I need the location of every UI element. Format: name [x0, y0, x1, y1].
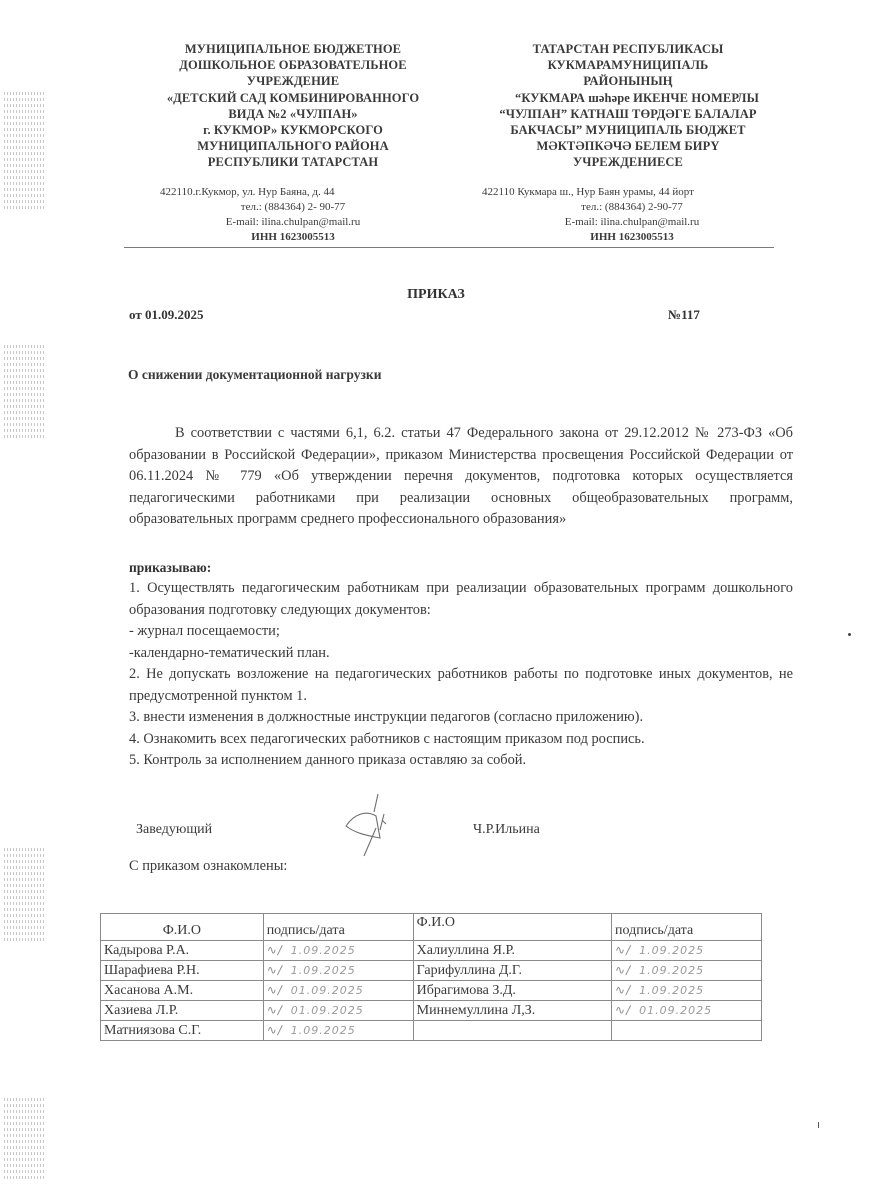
table-row	[101, 961, 762, 981]
contacts-left	[134, 185, 452, 245]
table-row	[101, 1001, 762, 1021]
employee-name: Кадырова Р.А.	[101, 941, 264, 961]
table-row	[101, 1021, 762, 1041]
signature-scribble-icon: ∿∕	[266, 1023, 283, 1037]
letterhead-line: БАКЧАСЫ” МУНИЦИПАЛЬ БЮДЖЕТ	[510, 123, 746, 138]
document-title: ПРИКАЗ	[407, 287, 465, 302]
phone: тел.: (884364) 2- 90-77	[240, 201, 346, 213]
signature-scribble-icon: ∿∕	[266, 983, 283, 997]
letterhead-line: «ДЕТСКИЙ САД КОМБИНИРОВАННОГО	[166, 90, 420, 105]
order-item: 1. Осуществлять педагогическим работникам при реализации образовательных программ дошкольного образования подготовку следующих документов:	[129, 580, 793, 618]
order-subject: О снижении документационной нагрузки	[128, 367, 382, 382]
signature-scribble-icon: ∿∕	[615, 1003, 632, 1017]
column-header-signature: подпись/дата	[263, 914, 413, 941]
acquaintance-label: С приказом ознакомлены:	[129, 858, 288, 874]
letterhead-line: “КУКМАРА шәһәре ИКЕНЧЕ НОМЕРЛЫ	[515, 90, 759, 105]
order-items	[129, 578, 793, 772]
employee-name: Матниязова С.Г.	[101, 1021, 264, 1041]
signature-scribble-icon: ∿∕	[615, 983, 632, 997]
employee-name: Хасанова А.М.	[101, 981, 264, 1001]
order-number: №117	[668, 307, 700, 322]
letterhead-line: МУНИЦИПАЛЬНОГО РАЙОНА	[197, 139, 389, 154]
signature-scribble-icon: ∿∕	[615, 943, 632, 957]
scan-artifact	[4, 1098, 44, 1182]
email-link[interactable]: E-mail: ilina.chulpan@mail.ru	[225, 216, 361, 228]
table-header-row	[101, 914, 762, 941]
handwritten-signature-icon	[340, 790, 400, 860]
column-header-name: Ф.И.О	[413, 914, 611, 941]
letterhead-line: МУНИЦИПАЛЬНОЕ БЮДЖЕТНОЕ	[184, 42, 402, 56]
employee-name: Гарифуллина Д.Г.	[413, 961, 611, 981]
signature-scribble-icon: ∿∕	[266, 963, 283, 977]
employee-name: Халиуллина Я.Р.	[413, 941, 611, 961]
table-row	[101, 981, 762, 1001]
order-item: 5. Контроль за исполнением данного приказа оставляю за собой.	[129, 752, 527, 768]
column-header-name: Ф.И.О	[101, 914, 264, 941]
order-date: от 01.09.2025	[129, 307, 204, 322]
signature-date: 01.09.2025	[290, 1004, 364, 1017]
letterhead-right	[458, 41, 798, 171]
signature-date-cell	[263, 981, 413, 1001]
order-item: - журнал посещаемости;	[129, 623, 280, 639]
signature-date-cell	[263, 1001, 413, 1021]
order-item: -календарно-тематический план.	[129, 644, 330, 661]
order-item: 3. внести изменения в должностные инструкции педагогов (согласно приложению).	[129, 709, 644, 725]
letterhead-line: “ЧУЛПАН” КАТНАШ ТӨРДӘГЕ БАЛАЛАР	[499, 106, 757, 121]
letterhead-line: УЧРЕЖДЕНИЕСЕ	[573, 155, 683, 170]
signature-date: 1.09.2025	[639, 944, 705, 957]
letterhead-line: ТАТАРСТАН РЕСПУБЛИКАСЫ	[532, 42, 724, 56]
signatory-role: Заведующий	[136, 822, 213, 837]
signatory-name: Ч.Р.Ильина	[473, 822, 540, 837]
scan-artifact	[4, 848, 44, 944]
employee-name: Миннемуллина Л,З.	[413, 1001, 611, 1021]
employee-name: Ибрагимова З.Д.	[413, 981, 611, 1001]
letterhead-line: РЕСПУБЛИКИ ТАТАРСТАН	[207, 155, 379, 170]
signature-date-cell	[612, 941, 762, 961]
signature-scribble-icon: ∿∕	[266, 1003, 283, 1017]
contacts-right	[462, 185, 802, 245]
employee-name	[413, 1021, 611, 1041]
signature-date: 1.09.2025	[639, 964, 705, 977]
email-link[interactable]: E-mail: ilina.chulpan@mail.ru	[564, 216, 700, 228]
letterhead-line: УЧРЕЖДЕНИЕ	[246, 74, 340, 89]
table-row	[101, 941, 762, 961]
employee-name: Хазиева Л.Р.	[101, 1001, 264, 1021]
employee-name: Шарафиева Р.Н.	[101, 961, 264, 981]
signature-date-cell	[263, 961, 413, 981]
address: 422110.г.Кукмор, ул. Нур Баяна, д. 44	[160, 186, 335, 198]
address: 422110 Кукмара ш., Нур Баян урамы, 44 йорт	[482, 186, 694, 198]
letterhead-line: КУКМАРАМУНИЦИПАЛЬ	[547, 58, 709, 73]
signature-date: 01.09.2025	[290, 984, 364, 997]
signature-date: 1.09.2025	[290, 944, 356, 957]
signature-date-cell	[263, 1021, 413, 1041]
order-item: 2. Не допускать возложение на педагогических работников работы по подготовке иных документов, не предусмотренной пунктом 1.	[129, 666, 793, 704]
letterhead-line: МӘКТӘПКӘЧӘ БЕЛЕМ БИРҮ	[536, 139, 720, 154]
signature-date: 1.09.2025	[290, 1024, 356, 1037]
scan-artifact	[4, 92, 44, 212]
letterhead-left	[134, 41, 452, 171]
letterhead-divider	[124, 247, 774, 248]
scan-speck	[818, 1122, 819, 1128]
signature-scribble-icon: ∿∕	[615, 963, 632, 977]
letterhead-line: ДОШКОЛЬНОЕ ОБРАЗОВАТЕЛЬНОЕ	[179, 58, 407, 73]
signature-date-cell	[612, 1001, 762, 1021]
signature-date: 01.09.2025	[639, 1004, 713, 1017]
preamble-paragraph: В соответствии с частями 6,1, 6.2. статьи 47 Федерального закона от 29.12.2012 № 273-ФЗ «Об образовании в Российской Федерации», приказом Министерства просвещения Российской Федерации от 06.11.2024 № 779 «Об утверждении перечня документов, подготовка которых осуществляется педагогическими работниками при реализации основных общеобразовательных программ, образовательных программ среднего профессионального образования»	[129, 425, 793, 527]
signature-date: 1.09.2025	[290, 964, 356, 977]
inn: ИНН 1623005513	[251, 231, 335, 243]
signature-date-cell	[612, 1021, 762, 1041]
signature-date-cell	[612, 961, 762, 981]
acquaintance-table	[100, 913, 762, 1041]
signature-date-cell	[612, 981, 762, 1001]
signature-date: 1.09.2025	[639, 984, 705, 997]
order-word: приказываю:	[129, 560, 212, 575]
letterhead-line: г. КУКМОР» КУКМОРСКОГО	[203, 123, 383, 138]
signature-date-cell	[263, 941, 413, 961]
order-item: 4. Ознакомить всех педагогических работников с настоящим приказом под роспись.	[129, 730, 645, 747]
letterhead-line: ВИДА №2 «ЧУЛПАН»	[228, 106, 358, 121]
letterhead-line: РАЙОНЫНЫҢ	[583, 74, 673, 89]
scan-speck	[848, 633, 851, 636]
signature-scribble-icon: ∿∕	[266, 943, 283, 957]
phone: тел.: (884364) 2-90-77	[581, 201, 683, 213]
column-header-signature: подпись/дата	[612, 914, 762, 941]
scan-artifact	[4, 345, 44, 441]
inn: ИНН 1623005513	[590, 231, 674, 243]
